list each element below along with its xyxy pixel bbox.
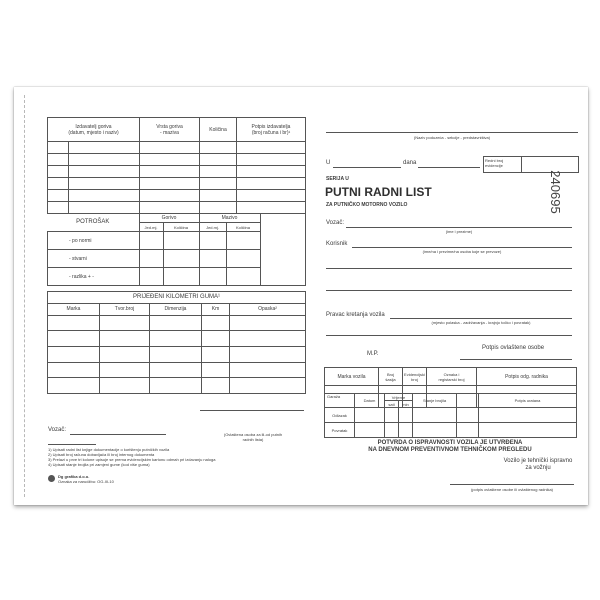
table-cell [199, 268, 226, 286]
consumption-left-rule [47, 231, 48, 285]
table-cell [200, 166, 237, 178]
table-cell [202, 378, 230, 394]
table-cell [260, 214, 305, 286]
serial-number: 240695 [548, 170, 563, 214]
table-cell [48, 178, 140, 190]
table-cell [150, 331, 202, 347]
date-label: dana [403, 160, 417, 166]
table-cell [139, 232, 163, 250]
fuel-issue-table [47, 117, 306, 214]
hours-header: sati [385, 401, 399, 408]
table-cell [100, 315, 150, 331]
lubricant-header: Mazivo [199, 214, 260, 223]
route-hint: (mjesto polaska - zadržavanja - krajnjo točko i povratak) [431, 320, 531, 325]
footnote: 1) Upisati radni list knjige dokumentacije o korištenju putničkih vozila [48, 447, 170, 452]
odometer-header: Stanje brojila [413, 394, 457, 408]
table-cell [413, 408, 457, 423]
table-cell [48, 378, 100, 394]
perforation-line [24, 95, 25, 497]
table-cell [479, 423, 577, 438]
company-note: (Naziv poduzeća - sekcije - predstavništva) [413, 135, 491, 140]
table-cell [140, 202, 200, 214]
authorized-signature-line [200, 410, 304, 411]
table-cell [237, 142, 306, 154]
tyre-serial-header: Tvor.broj [100, 304, 150, 315]
chassis-header: Broj šasija [379, 368, 403, 386]
table-cell [237, 166, 306, 178]
table-cell [200, 190, 237, 202]
user-line-3 [326, 290, 572, 291]
company-line [326, 132, 578, 133]
user-line-2 [326, 268, 572, 269]
table-cell [163, 268, 199, 286]
table-cell [140, 178, 200, 190]
table-cell [150, 378, 202, 394]
lubricant-unit-header: Jed.mj. [199, 223, 226, 232]
driver-line [346, 227, 572, 228]
table-cell [200, 154, 237, 166]
time-header: Vrijeme [385, 394, 413, 401]
table-cell [230, 315, 306, 331]
table-cell [199, 250, 226, 268]
table-cell [200, 142, 237, 154]
table-cell [457, 408, 479, 423]
table-cell [150, 315, 202, 331]
table-cell [140, 166, 200, 178]
tyre-note-header: Opaska² [230, 304, 306, 315]
table-cell [457, 423, 479, 438]
driver-label: Vozač: [326, 220, 345, 226]
table-cell [237, 190, 306, 202]
table-cell [230, 346, 306, 362]
technician-signature-hint: (potpis ovlaštene osobe ili ovlaštenog radnika) [470, 487, 554, 492]
driver-hint: (ime i prezime) [445, 229, 473, 234]
table-cell [48, 166, 140, 178]
publisher-name: Dg grafika d.o.o. [58, 474, 90, 479]
table-cell [479, 408, 577, 423]
table-cell [150, 346, 202, 362]
minutes-header: min [399, 401, 413, 408]
table-cell [237, 178, 306, 190]
consumption-row-label: - stvarni [47, 250, 139, 268]
table-cell [48, 346, 100, 362]
fuel-header: Gorivo [139, 214, 199, 223]
controller-signature-header: Potpis uratana [479, 394, 577, 408]
table-cell [385, 423, 399, 438]
registry-number-label: Redni broj evidencije [485, 158, 504, 168]
table-cell [48, 190, 140, 202]
user-line [352, 247, 572, 248]
signature-note: (Ovlaštena osoba za ili-od putnih radnih lista) [223, 432, 283, 442]
user-label: Korisnik [326, 241, 348, 247]
footnote: 2) Upisati broj računa dobavljača ili broj internog dokumenta [48, 452, 155, 457]
place-line [333, 167, 401, 168]
consumption-row-label: - po normi [47, 232, 139, 250]
footnote: 4) Upisati stanje brojila pri zamjeni gume (kod više guma) [48, 462, 150, 467]
table-cell [100, 346, 150, 362]
left-driver-line [70, 434, 166, 435]
footnote: 3) Prelazi u prve tri kolone upisuje se prema evidencijskim kartonu odmah pri izdavanju naloga [48, 457, 216, 462]
table-cell [140, 190, 200, 202]
technician-signature-line [450, 484, 574, 485]
table-cell [48, 315, 100, 331]
table-cell [202, 362, 230, 378]
consumption-row-label: - razlika + - [47, 268, 139, 286]
table-cell [230, 331, 306, 347]
publisher-logo-icon [48, 475, 55, 482]
table-cell [399, 423, 413, 438]
table-cell [226, 250, 260, 268]
table-cell [100, 331, 150, 347]
left-driver-label: Vozač: [48, 427, 67, 433]
fuel-qty-header: Količina [163, 223, 199, 232]
table-cell [140, 142, 200, 154]
table-cell [202, 346, 230, 362]
place-label: U [326, 160, 331, 166]
consumption-title: POTROŠAK [76, 218, 110, 225]
table-cell [139, 250, 163, 268]
issuer-header: Izdavatelj goriva (datum, mjesto i naziv) [48, 118, 140, 142]
trip-row-label: Odlazak [325, 408, 355, 423]
consumption-table [47, 213, 306, 286]
table-cell [140, 154, 200, 166]
table-cell [355, 423, 385, 438]
lubricant-qty-header: Količina [226, 223, 260, 232]
table-cell [163, 232, 199, 250]
series-label: SERIJA U [326, 176, 349, 182]
trip-row-label: Povratak [325, 423, 355, 438]
table-cell [48, 202, 140, 214]
fuel-type-header: Vrsta goriva - maziva [140, 118, 200, 142]
publisher-code: Oznaka za narudžbu: OG-III-10 [58, 479, 114, 484]
table-cell [457, 394, 479, 408]
table-cell [139, 268, 163, 286]
vehicle-brand-header: Marka vozila [325, 368, 379, 386]
table-cell [230, 362, 306, 378]
table-cell [48, 362, 100, 378]
signature-header: Potpis izdavatelja (broj računa i br)¹ [237, 118, 306, 142]
date-header: Datum [355, 394, 385, 408]
route-line-2 [326, 335, 572, 336]
table-cell [100, 378, 150, 394]
table-cell [355, 408, 385, 423]
fuel-unit-header: Jed.mj. [139, 223, 163, 232]
table-cell [48, 154, 140, 166]
tyre-km-header: Km [202, 304, 230, 315]
route-label: Pravac kretanja vozila [326, 312, 385, 318]
tyre-km-table [47, 291, 306, 394]
authorized-signature-label: Potpis ovlaštene osobe [482, 345, 545, 351]
user-hint: (ime/na i prezime/na osoba koje se prevoze) [422, 249, 502, 254]
inner-column-rule [68, 141, 69, 213]
table-cell [48, 331, 100, 347]
roadworthiness-confirmation: POTVRDA O ISPRAVNOSTI VOZILA JE UTVRĐENA NA DNEVNOM PREVENTIVNOM TEHNIČKOM PREGLEDU [368, 440, 532, 453]
table-cell [226, 268, 260, 286]
tyre-brand-header: Marka [48, 304, 100, 315]
quantity-header: Količina [200, 118, 237, 142]
registration-header: Oznaka i registarski broj [427, 368, 477, 386]
table-cell [385, 408, 399, 423]
table-cell [237, 202, 306, 214]
table-cell [399, 408, 413, 423]
evidence-number-header: Evidencijski broj [403, 368, 427, 386]
table-cell [202, 331, 230, 347]
table-cell [200, 178, 237, 190]
table-cell [150, 362, 202, 378]
registry-number-divider [521, 156, 522, 172]
footnote-rule [48, 444, 96, 445]
responsible-signature-header: Potpis odg. radnika [477, 368, 577, 386]
table-cell [163, 250, 199, 268]
table-cell [200, 202, 237, 214]
tyre-table-title: PRIJEĐENI KILOMETRI GUMA¹ [48, 292, 306, 304]
table-cell [199, 232, 226, 250]
garage-label: Garaža [327, 394, 341, 399]
table-cell [237, 154, 306, 166]
form-subtitle: ZA PUTNIČKO MOTORNO VOZILO [326, 202, 408, 208]
table-cell [226, 232, 260, 250]
table-cell [202, 315, 230, 331]
roadworthy-statement: Vozilo je tehnički ispravno za vožnju [503, 458, 573, 471]
form-title: PUTNI RADNI LIST [325, 185, 432, 199]
table-cell [48, 142, 140, 154]
date-line [418, 167, 480, 168]
route-line [390, 318, 572, 319]
trip-log-table [324, 393, 577, 438]
table-cell [413, 423, 457, 438]
authorized-signature-line [460, 359, 572, 360]
table-cell [100, 362, 150, 378]
table-cell [230, 378, 306, 394]
stamp-mark: M.P. [367, 351, 379, 357]
tyre-size-header: Dimenzija [150, 304, 202, 315]
